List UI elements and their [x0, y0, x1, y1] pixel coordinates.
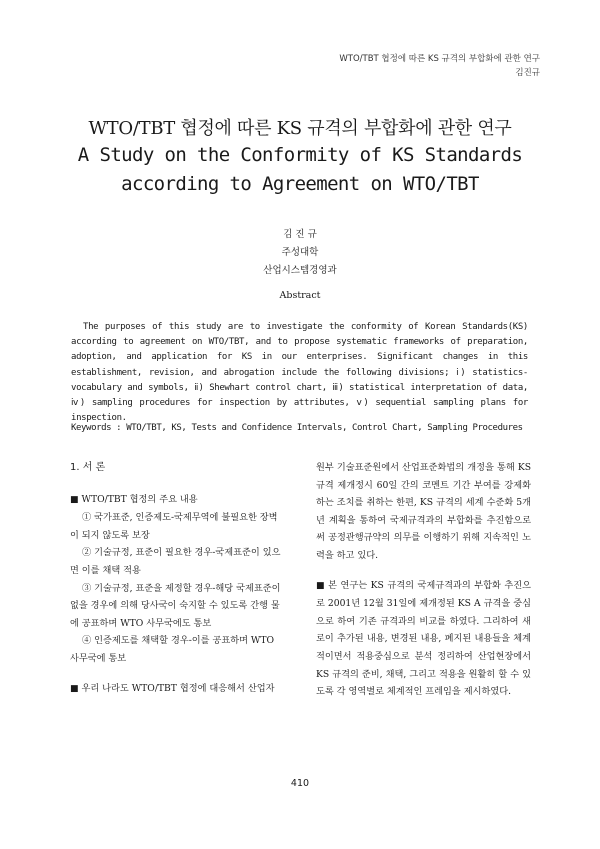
abstract-text: The purposes of this study are to investigate the conformity of Korean Standards(KS) according to agreement on WTO/TBT, and to propose systematic frameworks of preparation, adoption, and application for KS in our enterprises. Significant changes in this establishment, revision, and abrogation include the following divisions; ⅰ) statistics-vocabulary and symbols, ⅱ) Shewhart control chart, ⅲ) statistical interpretation of data, ⅳ) sampling procedures for inspection by attributes, ⅴ) sequential sampling plans for inspection. [71, 322, 528, 424]
paragraph-text: 우리 나라도 WTO/TBT 협정에 대응해서 산업자 [81, 682, 275, 694]
list-item: ① 국가표준, 인증제도-국제무역에 불필요한 장벽이 되지 않도록 보장 [70, 512, 278, 541]
running-header-title: WTO/TBT 협정에 따른 KS 규격의 부합화에 관한 연구 [339, 54, 540, 64]
title-block [0, 117, 600, 199]
bullet-paragraph [70, 680, 285, 699]
running-header [339, 52, 540, 80]
page-number: 410 [290, 778, 310, 789]
author-department: 산업시스템경영과 [263, 265, 337, 276]
body-column-left [70, 459, 285, 698]
abstract-heading: Abstract [279, 290, 321, 301]
paragraph-text: 본 연구는 KS 규격의 국제규격과의 부합화 추진으로 2001년 12월 31일에 제개정된 KS A 규격을 중심으로 하여 기존 규격과의 비교를 하였다. 그리하여 새로이 추가된 내용, 변경된 내용, 폐지된 내용들을 체계적이면서 적용중심으로 분석 정리하여 산업현장에서 KS 규격의 준비, 채택, 그리고 적용을 원활히 할 수 있도록 각 영역별로 체계적인 프레임을 제시하였다. [316, 579, 531, 698]
running-header-author: 김진규 [515, 68, 540, 78]
paper-title-korean: WTO/TBT 협정에 따른 KS 규격의 부합화에 관한 연구 [88, 118, 512, 139]
section-heading: 1. 서 론 [70, 462, 106, 473]
author-name: 김 진 규 [283, 229, 317, 240]
abstract-body [71, 320, 528, 426]
list-item: ④ 인증제도를 채택할 경우-이를 공표하며 WTO 사무국에 통보 [70, 635, 274, 664]
paper-title-english-line2: according to Agreement on WTO/TBT [121, 173, 479, 195]
author-block [0, 226, 600, 280]
list-item: ③ 기술규정, 표준을 제정할 경우-해당 국제표준이 없을 경우에 의해 당사국이 숙지할 수 있도록 간행 물에 공표하며 WTO 사무국에도 통보 [70, 582, 281, 629]
list-item: ② 기술규정, 표준이 필요한 경우-국제표준이 있으면 이를 채택 적용 [70, 547, 281, 576]
bullet-title: WTO/TBT 협정의 주요 내용 [81, 493, 198, 505]
bullet-paragraph [316, 577, 531, 701]
square-bullet-icon: ■ [316, 580, 326, 591]
paragraph-continuation: 원부 기술표준원에서 산업표준화법의 개정을 통해 KS 규격 제개정시 60일 간의 코멘트 기간 부여를 강제화하는 조치를 취하는 한편, KS 규격의 세계 수준화 5개년 계획을 통하여 국제규격과의 부합화를 추진함으로써 공정관행규약의 의무를 이행하기 위해 지속적인 노력을 하고 있다. [316, 462, 531, 561]
square-bullet-icon: ■ [70, 494, 79, 505]
square-bullet-icon: ■ [70, 683, 79, 694]
paper-title-english-line1: A Study on the Conformity of KS Standards [77, 144, 523, 166]
keywords: Keywords : WTO/TBT, KS, Tests and Confidence Intervals, Control Chart, Sampling Procedures [71, 423, 523, 433]
bullet-paragraph [70, 491, 285, 510]
author-affiliation: 주성대학 [281, 247, 319, 258]
body-column-right [316, 459, 531, 701]
